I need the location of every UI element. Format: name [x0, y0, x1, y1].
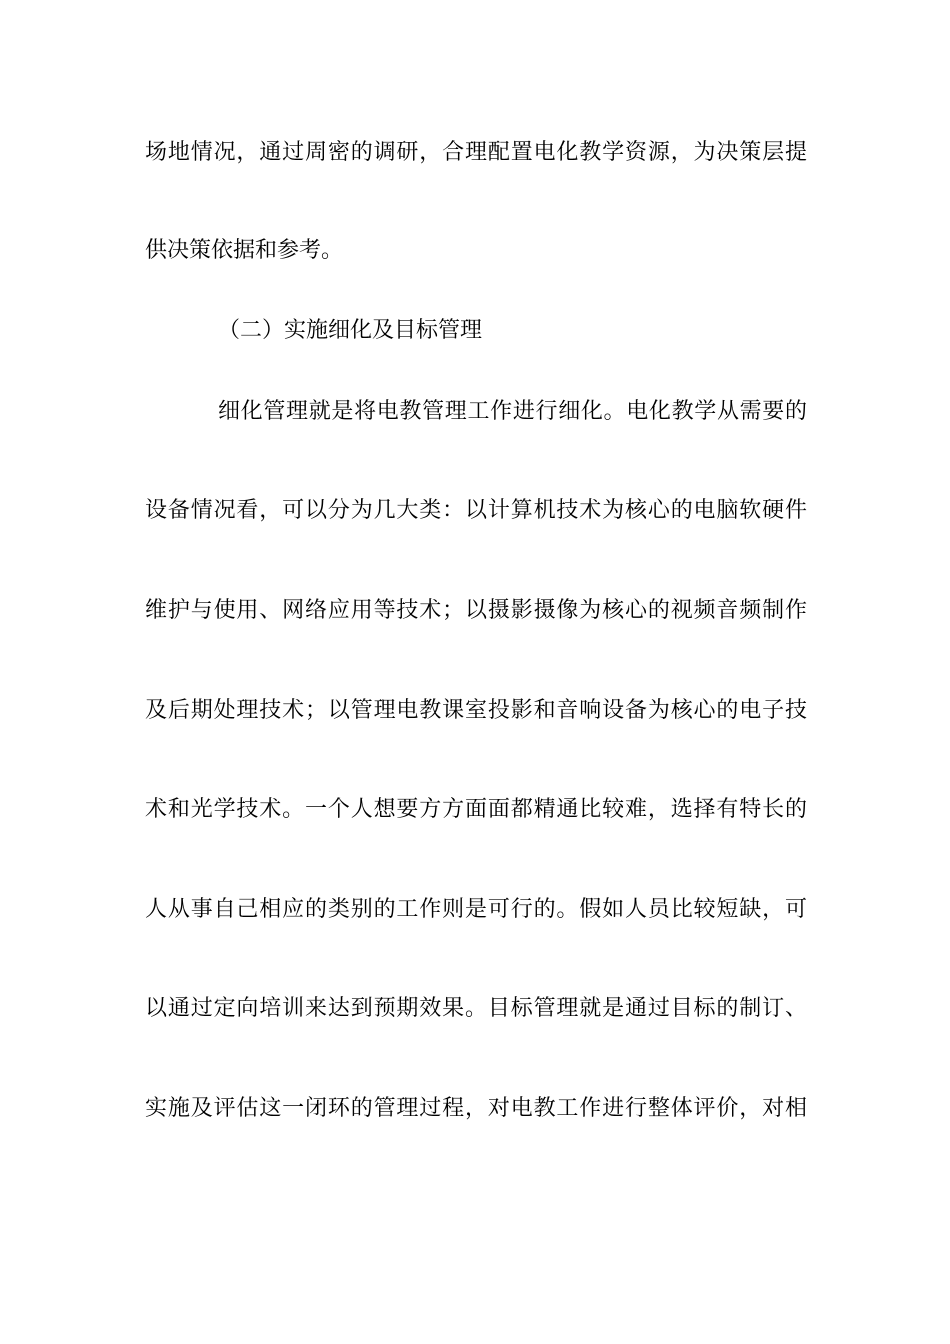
text-line-5: 设备情况看，可以分为几大类：以计算机技术为核心的电脑软硬件 — [145, 498, 807, 523]
text-line-8: 术和光学技术。一个人想要方方面面都精通比较难，选择有特长的 — [145, 797, 807, 822]
text-line-1: 场地情况，通过周密的调研，合理配置电化教学资源，为决策层提 — [145, 140, 807, 165]
text-line-4: 细化管理就是将电教管理工作进行细化。电化教学从需要的 — [218, 399, 807, 424]
text-line-6: 维护与使用、网络应用等技术；以摄影摄像为核心的视频音频制作 — [145, 598, 807, 623]
text-line-2: 供决策依据和参考。 — [145, 238, 344, 263]
text-line-9: 人从事自己相应的类别的工作则是可行的。假如人员比较短缺，可 — [145, 897, 807, 922]
section-heading: （二）实施细化及目标管理 — [218, 318, 483, 343]
text-line-10: 以通过定向培训来达到预期效果。目标管理就是通过目标的制订、 — [145, 996, 807, 1021]
text-line-11: 实施及评估这一闭环的管理过程，对电教工作进行整体评价，对相 — [145, 1096, 807, 1121]
text-line-7: 及后期处理技术；以管理电教课室投影和音响设备为核心的电子技 — [145, 698, 807, 723]
